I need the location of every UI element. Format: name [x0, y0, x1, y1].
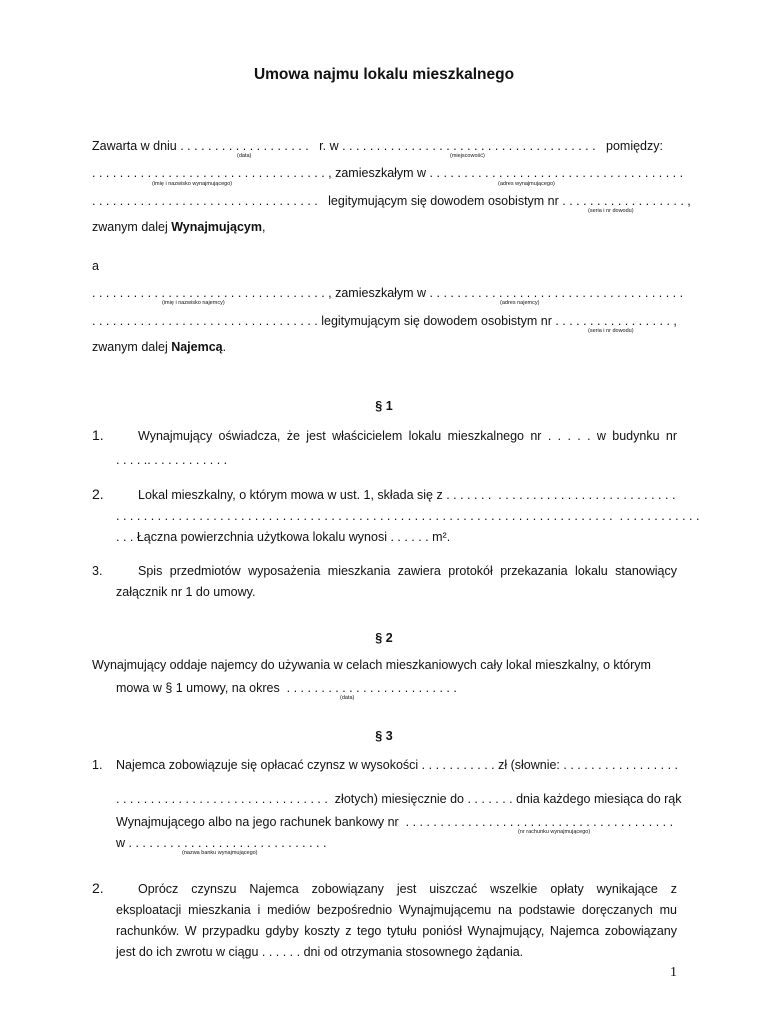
s3-item-1-line-4: w . . . . . . . . . . . . . . . . . . . . . . . . . . . . .	[116, 836, 327, 850]
s1-item-2-line-2: . . . . . . . . . . . . . . . . . . . . . . . . . . . . . . . . . . . . . . . . . . . . . . . . . . . . . . . . . . . . . . . . . . . . . . . . . . . . . . . . . . . .	[116, 509, 700, 523]
caption-bank-name: (nazwa banku wynajmującego)	[182, 850, 258, 856]
s2-line-2: mowa w § 1 umowy, na okres . . . . . . . . . . . . . . . . . . . . . . . . .	[116, 681, 457, 695]
s1-item-3-line-2: załącznik nr 1 do umowy.	[116, 585, 256, 599]
s3-item-1-number: 1.	[92, 758, 103, 772]
landlord-name-address-line: . . . . . . . . . . . . . . . . . . . . . . . . . . . . . . . . . . , zamieszkałym w . . . . . . . . . . . . . . . . . . . . . . . . . . . . . . . . . . . . .	[92, 166, 684, 180]
s1-item-2-line-1: Lokal mieszkalny, o którym mowa w ust. 1, składa się z . . . . . . . . . . . . . . . . . . . . . . . . . . . . . . . . .	[138, 488, 676, 502]
caption-bank-account: (nr rachunku wynajmującego)	[518, 829, 591, 835]
conjunction-a: a	[92, 259, 99, 273]
tenant-designation: zwanym dalej Najemcą.	[92, 340, 227, 354]
s3-item-2-line-3: rachunków. W przypadku gdyby koszty z tego tytułu poniósł Wynajmujący, Najemca zobowiązany	[116, 924, 677, 938]
caption-tenant-name: (imię i nazwisko najemcy)	[162, 300, 225, 306]
caption-period-date: (data)	[340, 695, 355, 701]
tenant-name-address-line: . . . . . . . . . . . . . . . . . . . . . . . . . . . . . . . . . . , zamieszkałym w . . . . . . . . . . . . . . . . . . . . . . . . . . . . . . . . . . . . .	[92, 286, 684, 300]
landlord-term: Wynajmującym	[171, 220, 262, 234]
caption-tenant-address: (adres najemcy)	[500, 300, 540, 306]
document-title: Umowa najmu lokalu mieszkalnego	[253, 66, 515, 83]
caption-landlord-name: (imię i nazwisko wynajmującego)	[152, 181, 233, 187]
caption-landlord-address: (adres wynajmującego)	[498, 181, 555, 187]
s1-item-1-number: 1.	[92, 427, 104, 443]
caption-tenant-id: (seria i nr dowodu)	[588, 328, 634, 334]
s1-item-3-number: 3.	[92, 564, 103, 578]
s1-item-2-number: 2.	[92, 486, 104, 502]
landlord-designation: zwanym dalej Wynajmującym,	[92, 220, 266, 234]
s3-item-2-line-2: eksploatacji mieszkania i mediów bezpośrednio Wynajmującemu na podstawie doręczanych mu	[116, 903, 677, 917]
s1-item-3-line-1: Spis przedmiotów wyposażenia mieszkania zawiera protokół przekazania lokalu stanowiący	[138, 564, 677, 578]
s1-item-1-line-2: . . . . .. . . . . . . . . . . .	[116, 453, 228, 467]
caption-landlord-id: (seria i nr dowodu)	[588, 208, 634, 214]
caption-place: (miejscowość)	[450, 153, 485, 159]
s3-item-2-number: 2.	[92, 880, 104, 896]
s1-item-1-line-1: Wynajmujący oświadcza, że jest właścicielem lokalu mieszkalnego nr . . . . . w budynku nr	[138, 429, 677, 443]
section-1-heading: § 1	[375, 399, 393, 413]
section-3-heading: § 3	[375, 729, 393, 743]
landlord-id-line: . . . . . . . . . . . . . . . . . . . . . . . . . . . . . . . . . legitymującym się dowodem osobistym nr . . . . . . . . . . . . . . . . . . ,	[92, 194, 691, 208]
s3-item-1-line-2: . . . . . . . . . . . . . . . . . . . . . . . . . . . . . . . złotych) miesięcznie do . . . . . . . dnia każdego miesiąca do rąk	[116, 792, 682, 806]
caption-date: (data)	[237, 153, 252, 159]
tenant-term: Najemcą	[171, 340, 223, 354]
s3-item-1-line-1: Najemca zobowiązuje się opłacać czynsz w wysokości . . . . . . . . . . . zł (słownie: . . . . . . . . . . . . . . . . .	[116, 758, 678, 772]
tenant-id-line: . . . . . . . . . . . . . . . . . . . . . . . . . . . . . . . . . legitymującym się dowodem osobistym nr . . . . . . . . . . . . . . . . . ,	[92, 314, 677, 328]
section-2-heading: § 2	[375, 631, 393, 645]
s3-item-2-line-4: jest do ich zwrotu w ciągu . . . . . . dni od otrzymania stosownego żądania.	[116, 945, 524, 959]
s3-item-1-line-3: Wynajmującego albo na jego rachunek bankowy nr . . . . . . . . . . . . . . . . . . . . . . . . . . . . . . . . . . . . . . .	[116, 815, 674, 829]
s2-line-1: Wynajmujący oddaje najemcy do używania w celach mieszkaniowych cały lokal mieszkalny, o którym	[92, 658, 651, 672]
s1-item-2-line-3: . . . Łączna powierzchnia użytkowa lokalu wynosi . . . . . . m².	[116, 530, 451, 544]
page-number: 1	[670, 965, 677, 980]
intro-line-date-place: Zawarta w dniu . . . . . . . . . . . . . . . . . . . r. w . . . . . . . . . . . . . . . . . . . . . . . . . . . . . . . . . . . . . pomiędzy:	[92, 139, 663, 153]
s3-item-2-line-1: Oprócz czynszu Najemca zobowiązany jest uiszczać wszelkie opłaty wynikające z	[138, 882, 677, 896]
